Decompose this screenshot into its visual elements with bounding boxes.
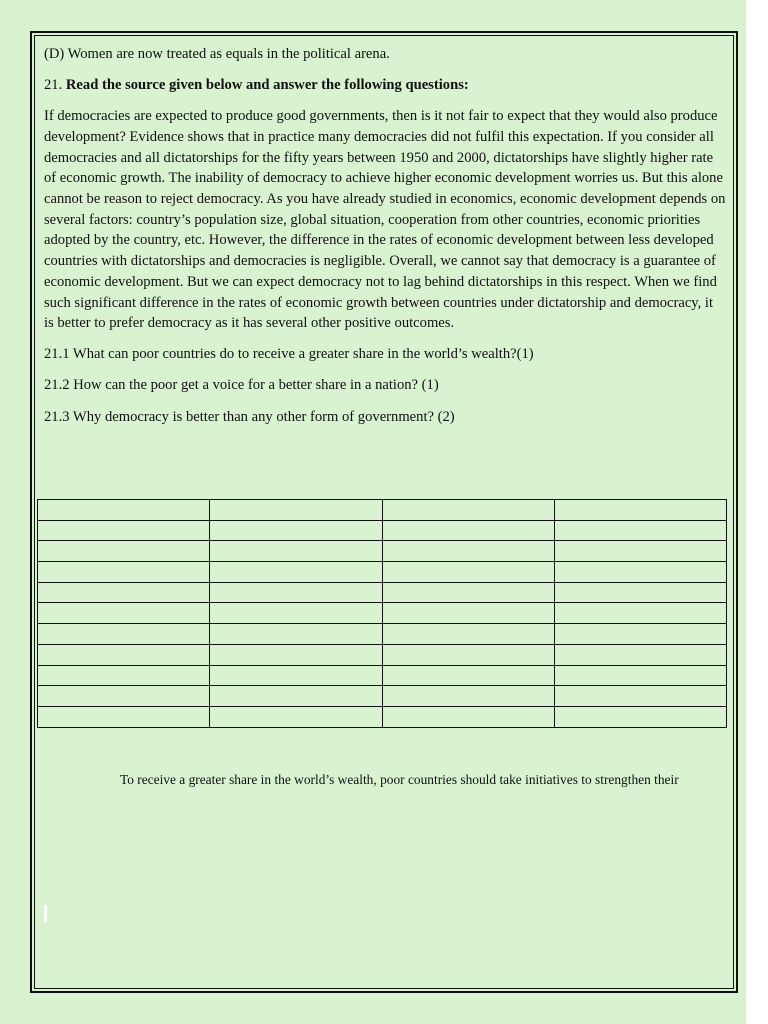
grid-cell[interactable] <box>38 686 210 707</box>
grid-cell[interactable] <box>554 665 726 686</box>
grid-cell[interactable] <box>382 644 554 665</box>
grid-cell[interactable] <box>554 624 726 645</box>
grid-cell[interactable] <box>38 603 210 624</box>
grid-row <box>38 582 727 603</box>
grid-cell[interactable] <box>38 665 210 686</box>
grid-cell[interactable] <box>382 582 554 603</box>
grid-row <box>38 562 727 583</box>
grid-cell[interactable] <box>210 686 382 707</box>
grid-cell[interactable] <box>554 500 726 521</box>
grid-row <box>38 520 727 541</box>
grid-cell[interactable] <box>38 582 210 603</box>
grid-row <box>38 500 727 521</box>
grid-row <box>38 624 727 645</box>
answer-grid-body <box>38 500 727 728</box>
grid-cell[interactable] <box>38 520 210 541</box>
grid-row <box>38 644 727 665</box>
grid-cell[interactable] <box>38 562 210 583</box>
text-cursor-mark <box>44 905 47 922</box>
grid-cell[interactable] <box>210 582 382 603</box>
grid-cell[interactable] <box>382 686 554 707</box>
grid-cell[interactable] <box>554 562 726 583</box>
grid-row <box>38 665 727 686</box>
question-21-heading <box>44 75 726 96</box>
grid-cell[interactable] <box>210 541 382 562</box>
question-21-number: 21. <box>44 77 66 94</box>
grid-cell[interactable] <box>210 624 382 645</box>
grid-cell[interactable] <box>38 644 210 665</box>
grid-cell[interactable] <box>554 541 726 562</box>
grid-cell[interactable] <box>382 706 554 727</box>
grid-cell[interactable] <box>554 644 726 665</box>
question-21-1: 21.1 What can poor countries do to receive a greater share in the world’s wealth?(1) <box>44 346 534 363</box>
grid-cell[interactable] <box>210 603 382 624</box>
answer-text: To receive a greater share in the world’s wealth, poor countries should take initiatives to strengthen their <box>120 772 679 787</box>
grid-cell[interactable] <box>210 644 382 665</box>
grid-cell[interactable] <box>210 665 382 686</box>
answer-grid-table <box>37 499 727 728</box>
grid-cell[interactable] <box>38 541 210 562</box>
question-21-instruction: Read the source given below and answer the following questions: <box>65 77 469 94</box>
grid-cell[interactable] <box>382 603 554 624</box>
grid-cell[interactable] <box>210 706 382 727</box>
grid-cell[interactable] <box>210 562 382 583</box>
question-21-3: 21.3 Why democracy is better than any other form of government? (2) <box>44 408 455 425</box>
grid-cell[interactable] <box>382 624 554 645</box>
grid-cell[interactable] <box>554 706 726 727</box>
option-d-text: (D) Women are now treated as equals in the political arena. <box>44 46 390 62</box>
grid-cell[interactable] <box>382 520 554 541</box>
grid-cell[interactable] <box>554 603 726 624</box>
grid-cell[interactable] <box>382 541 554 562</box>
grid-row <box>38 603 727 624</box>
grid-cell[interactable] <box>38 706 210 727</box>
grid-cell[interactable] <box>382 665 554 686</box>
grid-row <box>38 541 727 562</box>
grid-cell[interactable] <box>554 686 726 707</box>
grid-cell[interactable] <box>554 582 726 603</box>
grid-row <box>38 686 727 707</box>
question-21-2: 21.2 How can the poor get a voice for a better share in a nation? (1) <box>44 377 439 394</box>
grid-cell[interactable] <box>382 562 554 583</box>
grid-cell[interactable] <box>38 624 210 645</box>
grid-cell[interactable] <box>382 500 554 521</box>
grid-cell[interactable] <box>210 500 382 521</box>
grid-cell[interactable] <box>554 520 726 541</box>
source-passage: If democracies are expected to produce good governments, then is it not fair to expect that they would also produce development? Evidence shows that in practice many democracies did not fulfil this expectation. If you consider all democracies and all dictatorships for the fifty years between 1950 and 2000, dictatorships have slightly higher rate of economic growth. The inability of democracy to achieve higher economic development worries us. But this alone cannot be reason to reject democracy. As you have already studied in economics, economic development depends on several factors: country’s population size, global situation, cooperation from other countries, economic priorities adopted by the country, etc. However, the difference in the rates of economic development between less developed countries with dictatorships and democracies is negligible. Overall, we cannot say that democracy is a guarantee of economic development. But we can expect democracy not to lag behind dictatorships in this respect. When we find such significant difference in the rates of economic growth between countries under dictatorship and democracy, it is better to prefer democracy as it has several other positive outcomes. <box>44 108 726 332</box>
question-content <box>44 44 726 438</box>
grid-cell[interactable] <box>210 520 382 541</box>
grid-row <box>38 706 727 727</box>
grid-cell[interactable] <box>38 500 210 521</box>
